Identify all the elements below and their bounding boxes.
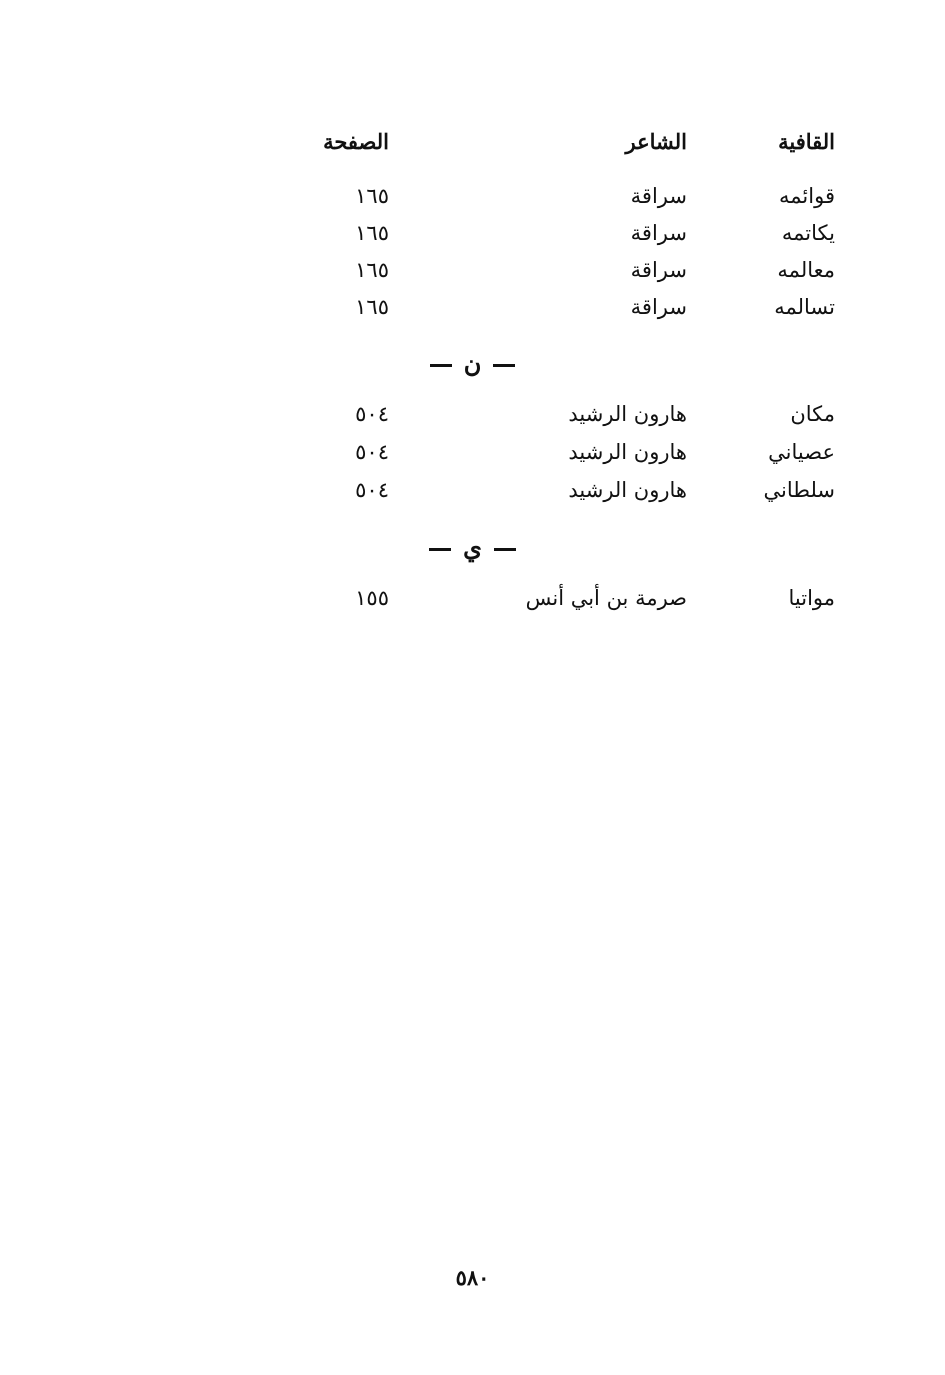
section-heading-noon: [0, 344, 945, 384]
page-cell: ١٥٥: [355, 586, 389, 610]
poet-cell: سراقة: [630, 295, 687, 319]
section-heading-ya: [0, 528, 945, 568]
table-row: [0, 394, 945, 434]
poet-cell: هارون الرشيد: [568, 440, 687, 464]
dash-divider: [493, 364, 515, 367]
rhyme-cell: قوائمه: [779, 184, 835, 208]
page-column-header: الصفحة: [323, 129, 389, 154]
dash-divider: [429, 548, 451, 551]
page-cell: ١٦٥: [355, 184, 389, 208]
rhyme-cell: معالمه: [777, 258, 835, 282]
poet-cell: هارون الرشيد: [568, 478, 687, 502]
dash-divider: [430, 364, 452, 367]
table-row: [0, 176, 945, 216]
page-cell: ٥٠٤: [355, 478, 389, 502]
page-number: ٥٨٠: [455, 1265, 490, 1290]
page-cell: ١٦٥: [355, 295, 389, 319]
table-row: [0, 250, 945, 290]
page-cell: ٥٠٤: [355, 402, 389, 426]
table-header: [0, 122, 945, 162]
poet-cell: هارون الرشيد: [568, 402, 687, 426]
poet-column-header: الشاعر: [625, 129, 687, 154]
table-row: [0, 432, 945, 472]
rhyme-column-header: القافية: [778, 129, 835, 154]
poet-cell: سراقة: [630, 184, 687, 208]
dash-divider: [494, 548, 516, 551]
table-row: [0, 578, 945, 618]
page-cell: ١٦٥: [355, 221, 389, 245]
rhyme-cell: تسالمه: [774, 295, 835, 319]
poet-cell: صرمة بن أبي أنس: [525, 586, 687, 610]
poet-cell: سراقة: [630, 258, 687, 282]
table-row: [0, 470, 945, 510]
section-letter: ن: [463, 349, 482, 378]
rhyme-cell: يكاتمه: [781, 221, 835, 245]
rhyme-cell: مكان: [790, 402, 835, 426]
section-letter: ي: [463, 533, 482, 562]
page-cell: ٥٠٤: [355, 440, 389, 464]
table-row: [0, 287, 945, 327]
rhyme-cell: سلطاني: [763, 478, 835, 502]
poet-cell: سراقة: [630, 221, 687, 245]
rhyme-cell: مواتيا: [788, 586, 835, 610]
page-cell: ١٦٥: [355, 258, 389, 282]
rhyme-cell: عصياني: [768, 440, 835, 464]
table-row: [0, 213, 945, 253]
